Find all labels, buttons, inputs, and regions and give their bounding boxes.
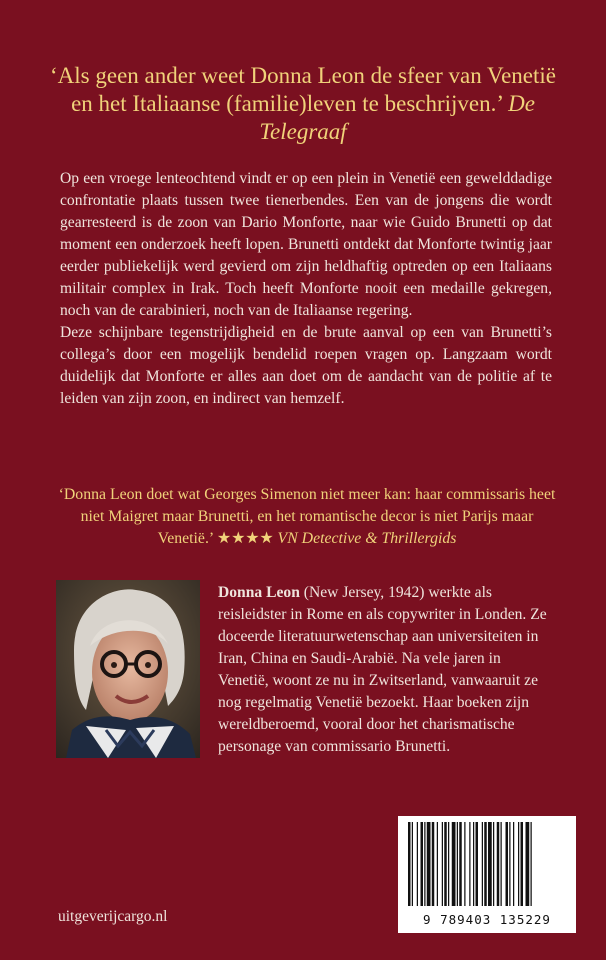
mid-quote-text: ‘Donna Leon doet wat Georges Simenon niet meer kan: haar commissaris heet niet Maigret maar Brunetti, en het romantische decor is niet Parijs maar Venetië.’ ★★★★	[58, 486, 556, 547]
barcode-bar	[509, 822, 510, 906]
isbn-barcode	[398, 816, 576, 933]
barcode-bars	[398, 816, 576, 912]
mid-quote-source: VN Detective & Thrillergids	[277, 530, 457, 547]
author-name: Donna Leon	[218, 584, 300, 601]
barcode-bar	[469, 822, 470, 906]
barcode-bar	[427, 822, 431, 906]
barcode-bar	[424, 822, 425, 906]
barcode-bar	[482, 822, 483, 906]
barcode-bar	[457, 822, 458, 906]
barcode-bar	[432, 822, 435, 906]
barcode-bar	[417, 822, 418, 906]
top-quote-text: ‘Als geen ander weet Donna Leon de sfeer van Venetië en het Italiaanse (familie)leven te beschrijven.’	[50, 63, 556, 116]
barcode-bar	[484, 822, 487, 906]
barcode-bar	[452, 822, 456, 906]
blurb-paragraph-2: Deze schijnbare tegenstrijdigheid en de brute aanval op een van Brunetti’s collega’s door een mogelijk bendelid roepen vragen op. Langzaam wordt duidelijk dat Monforte er alles aan doet om de aandacht van de politie af te leiden van zijn zoon, en indirect van hemzelf.	[60, 324, 552, 407]
barcode-bar	[497, 822, 500, 906]
barcode-bar	[442, 822, 443, 906]
barcode-bar	[412, 822, 413, 906]
barcode-bar	[459, 822, 462, 906]
barcode-bar	[464, 822, 465, 906]
isbn-number: 9 789403 135229	[423, 912, 551, 927]
author-bio	[218, 582, 554, 758]
author-photo	[56, 580, 200, 758]
author-bio-text: (New Jersey, 1942) werkte als reisleidster in Rome en als copywriter in Londen. Ze doceerde literatuurwetenschap aan universiteiten in Iran, China en Saudi-Arabië. Na vele jaren in Venetië, woont ze nu in Zwitserland, vanwaaruit ze nog regelmatig Venetië bezoekt. Haar boeken zijn wereldberoemd, vooral door het charismatische personage van commissario Brunetti.	[218, 584, 547, 755]
top-quote-source: De Telegraaf	[259, 91, 535, 144]
barcode-bar	[501, 822, 502, 906]
barcode-bar	[526, 822, 530, 906]
barcode-bar	[437, 822, 438, 906]
barcode-bar	[521, 822, 524, 906]
barcode-bar	[513, 822, 514, 906]
barcode-bar	[473, 822, 474, 906]
barcode-bar	[493, 822, 494, 906]
barcode-bar	[421, 822, 424, 906]
barcode-bar	[448, 822, 449, 906]
publisher-website[interactable]: uitgeverijcargo.nl	[58, 908, 168, 925]
barcode-bar	[408, 822, 411, 906]
blurb-paragraph-1: Op een vroege lenteochtend vindt er op een plein in Venetië een gewelddadige confrontatie plaats tussen twee tienerbendes. Een van de jongens die wordt gearresteerd is de zoon van Dario Monforte, naar wie Guido Brunetti op dat moment een onderzoek heeft lopen. Brunetti ontdekt dat Monforte twintig jaar eerder publiekelijk werd gevierd om zijn heldhaftig optreden op een Italiaans militair complex in Irak. Toch heeft Monforte nooit een medaille gekregen, noch van de carabinieri, noch van de Italiaanse regering.	[60, 170, 552, 319]
barcode-bar	[444, 822, 447, 906]
barcode-bar	[506, 822, 509, 906]
barcode-bar	[518, 822, 519, 906]
barcode-bar	[476, 822, 479, 906]
mid-quote	[58, 484, 556, 550]
author-portrait-image	[56, 580, 200, 758]
top-quote	[40, 62, 566, 146]
barcode-bar	[531, 822, 532, 906]
blurb	[60, 168, 552, 410]
barcode-bar	[488, 822, 492, 906]
